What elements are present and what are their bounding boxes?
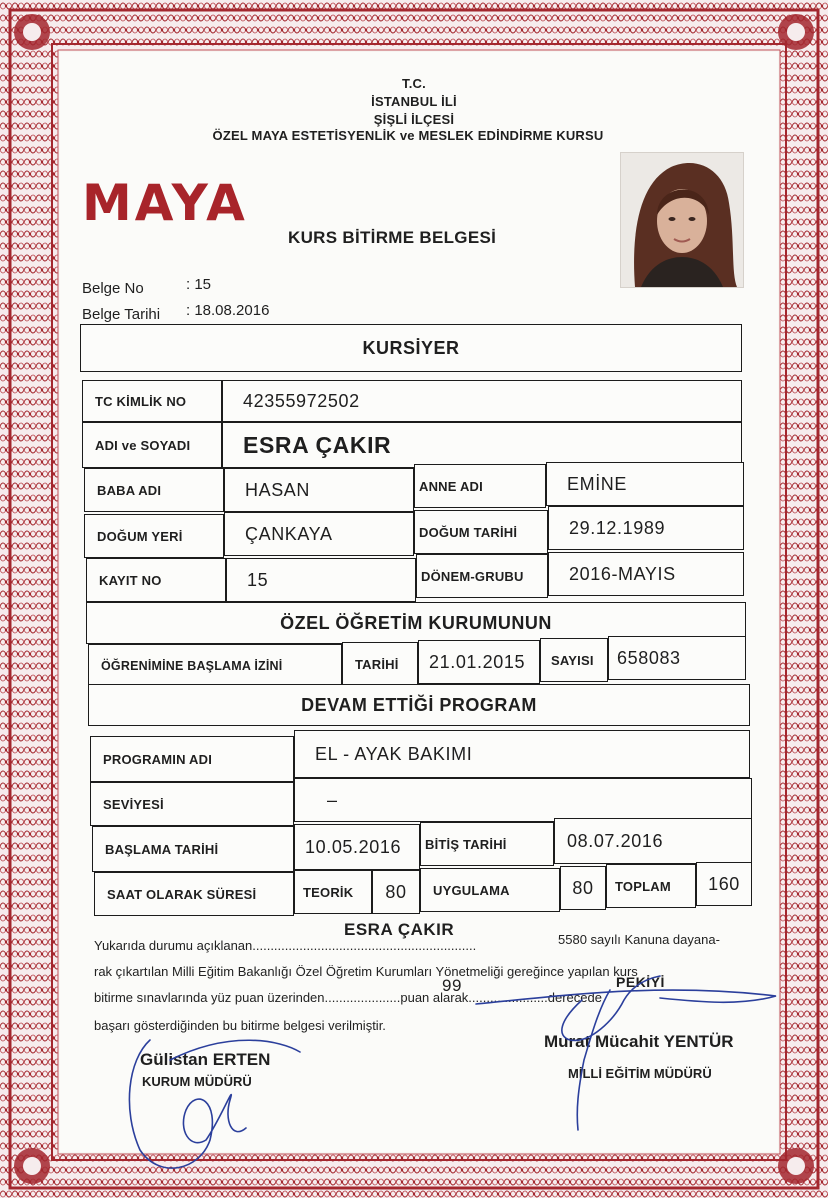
header-line-tc: T.C. bbox=[402, 76, 426, 91]
filled-degree: PEKİYİ bbox=[616, 974, 665, 990]
dogum-yeri-value: ÇANKAYA bbox=[224, 512, 414, 556]
document-title: KURS BİTİRME BELGESİ bbox=[288, 228, 497, 247]
statement-line3: bitirme sınavlarında yüz puan üzerinden.....................puan alarak......................derecede bbox=[94, 990, 602, 1005]
statement-line2: rak çıkartılan Milli Eğitim Bakanlığı Özel Öğretim Kurumları Yönetmeliği gereğince yapılan kurs bbox=[94, 964, 638, 979]
dogum-tarihi-label: DOĞUM TARİHİ bbox=[414, 510, 548, 554]
tc-value: 42355972502 bbox=[222, 380, 742, 422]
header-line-kurs: ÖZEL MAYA ESTETİSYENLİK ve MESLEK EDİNDİRME KURSU bbox=[212, 128, 604, 143]
section-kurum: ÖZEL ÖĞRETİM KURUMUNUN bbox=[86, 602, 746, 644]
bitis-value: 08.07.2016 bbox=[554, 818, 752, 864]
filled-score: 99 bbox=[442, 976, 462, 995]
seviye-value: – bbox=[294, 778, 752, 822]
anne-value: EMİNE bbox=[546, 462, 744, 506]
tarih-value: 21.01.2015 bbox=[418, 640, 540, 684]
seviye-label: SEVİYESİ bbox=[90, 782, 294, 826]
belge-tarihi-label: Belge Tarihi bbox=[82, 306, 161, 323]
program-adi-label: PROGRAMIN ADI bbox=[90, 736, 294, 782]
donem-value: 2016-MAYIS bbox=[548, 552, 744, 596]
left-signatory-name: Gülistan ERTEN bbox=[140, 1050, 271, 1069]
belge-no-label: Belge No bbox=[82, 280, 144, 297]
kayit-value: 15 bbox=[226, 558, 416, 602]
portrait-image bbox=[621, 153, 743, 287]
sayi-value: 658083 bbox=[608, 636, 746, 680]
belge-no-value: : 15 bbox=[186, 276, 212, 293]
filled-student-name: ESRA ÇAKIR bbox=[344, 920, 455, 939]
donem-label: DÖNEM-GRUBU bbox=[416, 554, 548, 598]
statement-line1-start: Yukarıda durumu açıklanan.............................................................. bbox=[94, 938, 477, 953]
tc-label: TC KİMLİK NO bbox=[82, 380, 222, 422]
tarih-label: TARİHİ bbox=[342, 642, 418, 686]
teorik-value: 80 bbox=[372, 870, 420, 914]
header-line-il: İSTANBUL İLİ bbox=[371, 94, 457, 109]
sure-label: SAAT OLARAK SÜRESİ bbox=[94, 872, 294, 916]
teorik-label: TEORİK bbox=[294, 870, 372, 914]
uygulama-label: UYGULAMA bbox=[420, 868, 560, 912]
statement-line4: başarı gösterdiğinden bu bitirme belgesi verilmiştir. bbox=[94, 1018, 386, 1033]
baba-value: HASAN bbox=[224, 468, 414, 512]
ad-label: ADI ve SOYADI bbox=[82, 422, 222, 468]
statement-line1-end: 5580 sayılı Kanuna dayana- bbox=[558, 932, 720, 947]
right-signatory-name: Murat Mücahit YENTÜR bbox=[544, 1032, 734, 1051]
anne-label: ANNE ADI bbox=[414, 464, 546, 508]
section-program: DEVAM ETTİĞİ PROGRAM bbox=[88, 684, 750, 726]
toplam-label: TOPLAM bbox=[606, 864, 696, 908]
right-signatory-title: MİLLİ EĞİTİM MÜDÜRÜ bbox=[568, 1066, 712, 1081]
section-kursiyer: KURSİYER bbox=[80, 324, 742, 372]
kayit-label: KAYIT NO bbox=[86, 558, 226, 602]
maya-logo: MAYA bbox=[82, 174, 248, 232]
bitis-label: BİTİŞ TARİHİ bbox=[420, 822, 554, 866]
toplam-value: 160 bbox=[696, 862, 752, 906]
uygulama-value: 80 bbox=[560, 866, 606, 910]
student-photo bbox=[620, 152, 744, 288]
header-line-ilce: ŞİŞLİ İLÇESİ bbox=[373, 112, 455, 127]
baba-label: BABA ADI bbox=[84, 468, 224, 512]
dogum-tarihi-value: 29.12.1989 bbox=[548, 506, 744, 550]
izin-label: ÖĞRENİMİNE BAŞLAMA İZİNİ bbox=[88, 644, 342, 688]
sayi-label: SAYISI bbox=[540, 638, 608, 682]
baslama-label: BAŞLAMA TARİHİ bbox=[92, 826, 294, 872]
belge-tarihi-value: : 18.08.2016 bbox=[186, 302, 270, 319]
ad-value: ESRA ÇAKIR bbox=[222, 422, 742, 468]
left-signatory-title: KURUM MÜDÜRÜ bbox=[142, 1074, 252, 1089]
baslama-value: 10.05.2016 bbox=[294, 824, 420, 870]
dogum-yeri-label: DOĞUM YERİ bbox=[84, 514, 224, 558]
program-adi-value: EL - AYAK BAKIMI bbox=[294, 730, 750, 778]
